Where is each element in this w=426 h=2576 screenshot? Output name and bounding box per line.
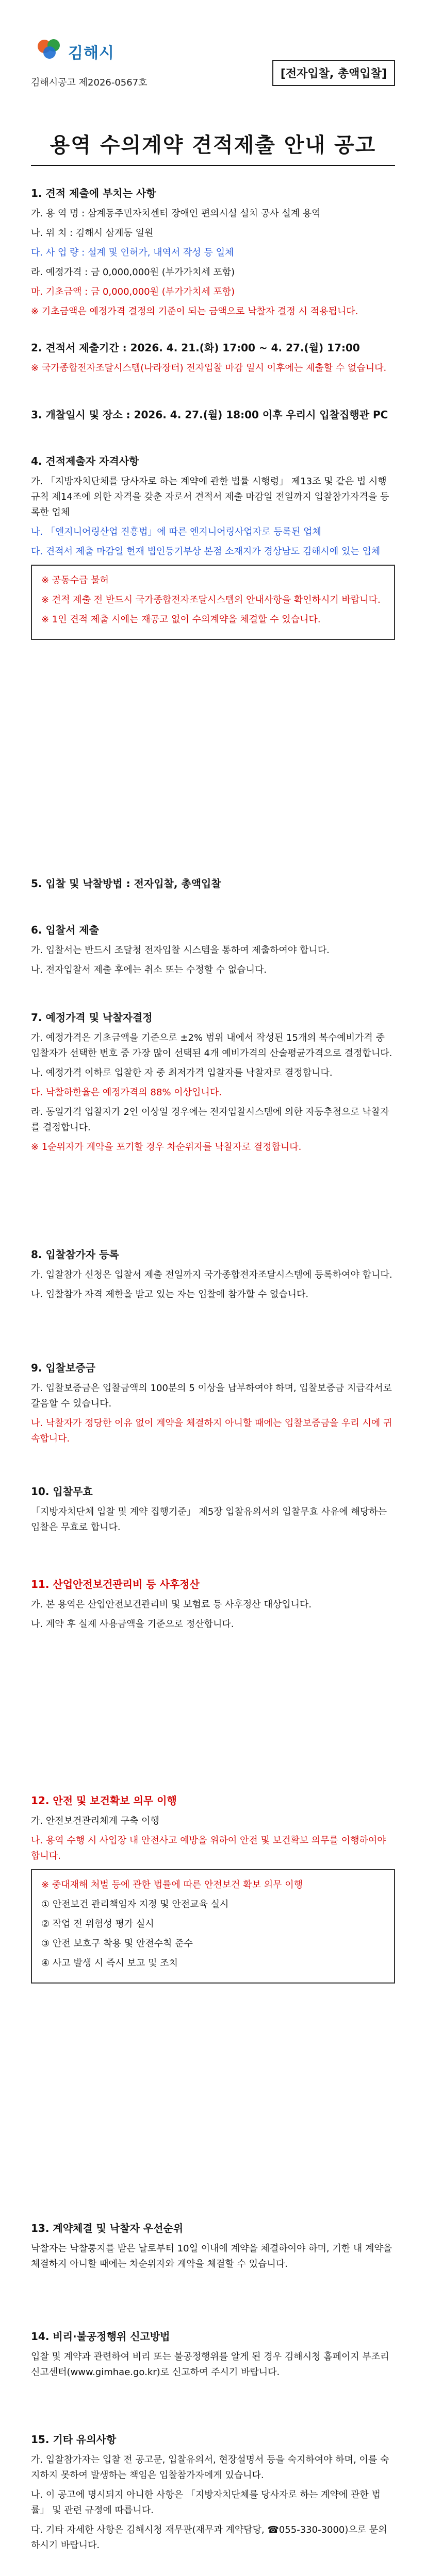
section-1-line-5: 마. 기초금액 : 금 0,000,000원 (부가가치세 포함) xyxy=(31,286,235,297)
section-7-line-1: 가. 예정가격은 기초금액을 기준으로 ±2% 범위 내에서 작성된 15개의 복수예비가격 중 입찰자가 선택한 번호 중 가장 많이 선택된 4개 예비가격의 산술평균가격으로 결정합니다. xyxy=(31,1032,392,1059)
section-8-heading: 8. 입찰참가자 등록 xyxy=(31,1248,119,1261)
section-6-heading: 6. 입찰서 제출 xyxy=(31,924,100,936)
section-6-line-2: 나. 전자입찰서 제출 후에는 취소 또는 수정할 수 없습니다. xyxy=(31,964,267,975)
section-1-line-3: 다. 사 업 량 : 설계 및 인허가, 내역서 작성 등 일체 xyxy=(31,247,234,258)
city-emblem-icon xyxy=(36,36,64,62)
section-2-line-1: ※ 국가종합전자조달시스템(나라장터) 전자입찰 마감 일시 이후에는 제출할 수 없습니다. xyxy=(31,363,387,374)
section-15-line-1: 가. 입찰참가자는 입찰 전 공고문, 입찰유의서, 현장설명서 등을 숙지하여야 하며, 이를 숙지하지 못하여 발생하는 책임은 입찰참가자에게 있습니다. xyxy=(31,2454,389,2481)
section-13-heading: 13. 계약체결 및 낙찰자 우선순위 xyxy=(31,2222,184,2234)
section-12-box-line-1: ※ 중대재해 처벌 등에 관한 법률에 따른 안전보건 확보 의무 이행 xyxy=(41,1879,303,1890)
section-10-heading: 10. 입찰무효 xyxy=(31,1485,93,1498)
section-10 xyxy=(31,1484,395,1539)
section-7-line-5: ※ 1순위자가 계약을 포기할 경우 차순위자를 낙찰자로 결정합니다. xyxy=(31,1142,302,1153)
section-6 xyxy=(31,922,395,982)
section-7-line-4: 라. 동일가격 입찰자가 2인 이상일 경우에는 전자입찰시스템에 의한 자동추첨으로 낙찰자를 결정합니다. xyxy=(31,1107,389,1133)
document-number: 김해시공고 제2026-0567호 xyxy=(31,77,148,88)
section-12-safety-box xyxy=(31,1869,395,1984)
section-4-line-1: 가. 「지방자치단체를 당사자로 하는 계약에 관한 법률 시행령」 제13조 및 같은 법 시행규칙 제14조에 의한 자격을 갖춘 자로서 견적서 제출 마감일 전일까지 입찰참가자격을 등록한 업체 xyxy=(31,476,389,518)
section-10-line-1: 「지방자치단체 입찰 및 계약 집행기준」 제5장 입찰유의서의 입찰무효 사유에 해당하는 입찰은 무효로 합니다. xyxy=(31,1506,387,1533)
section-13-line-1: 낙찰자는 낙찰통지를 받은 날로부터 10일 이내에 계약을 체결하여야 하며, 기한 내 계약을 체결하지 아니할 때에는 차순위자와 계약을 체결할 수 있습니다. xyxy=(31,2243,392,2269)
section-4 xyxy=(31,453,395,640)
section-9-heading: 9. 입찰보증금 xyxy=(31,1362,96,1374)
section-9-line-2: 나. 낙찰자가 정당한 이유 없이 계약을 체결하지 아니할 때에는 입찰보증금을 우리 시에 귀속합니다. xyxy=(31,1418,392,1444)
section-12-box-line-5: ④ 사고 발생 시 즉시 보고 및 조치 xyxy=(41,1958,178,1969)
section-14-line-1: 입찰 및 계약과 관련하여 비리 또는 불공정행위를 알게 된 경우 김해시청 홈페이지 부조리 신고센터(www.gimhae.go.kr)로 신고하여 주시기 바랍니다. xyxy=(31,2351,389,2378)
section-7-line-3: 다. 낙찰하한율은 예정가격의 88% 이상입니다. xyxy=(31,1087,222,1098)
section-1-line-1: 가. 용 역 명 : 삼계동주민자치센터 장애인 편의시설 설치 공사 설계 용역 xyxy=(31,208,321,219)
gimhae-logo xyxy=(31,31,165,67)
section-11-line-1: 가. 본 용역은 산업안전보건관리비 및 보험료 등 사후정산 대상입니다. xyxy=(31,1599,312,1610)
section-5-heading: 5. 입찰 및 낙찰방법 : 전자입찰, 총액입찰 xyxy=(31,877,221,890)
section-3 xyxy=(31,407,395,428)
section-12-box-line-4: ③ 안전 보호구 착용 및 안전수칙 준수 xyxy=(41,1938,193,1949)
section-1-line-2: 나. 위 치 : 김해시 삼계동 일원 xyxy=(31,228,154,239)
title-divider xyxy=(31,165,395,166)
section-15-heading: 15. 기타 유의사항 xyxy=(31,2433,117,2446)
section-2 xyxy=(31,340,395,380)
section-8-line-1: 가. 입찰참가 신청은 입찰서 제출 전일까지 국가종합전자조달시스템에 등록하여야 합니다. xyxy=(31,1269,392,1280)
section-6-line-1: 가. 입찰서는 반드시 조달청 전자입찰 시스템을 통하여 제출하여야 합니다. xyxy=(31,945,330,956)
section-12-heading: 12. 안전 및 보건확보 의무 이행 xyxy=(31,1794,177,1807)
section-3-heading: 3. 개찰일시 및 장소 : 2026. 4. 27.(월) 18:00 이후 우리시 입찰집행관 PC xyxy=(31,409,388,421)
section-12 xyxy=(31,1793,395,1984)
section-11-line-2: 나. 계약 후 실제 사용금액을 기준으로 정산합니다. xyxy=(31,1619,234,1630)
section-14-heading: 14. 비리·불공정행위 신고방법 xyxy=(31,2330,170,2343)
section-15 xyxy=(31,2432,395,2557)
section-4-box-line-1: ※ 공동수급 불허 xyxy=(41,575,109,586)
section-4-box-line-3: ※ 1인 견적 제출 시에는 재공고 없이 수의계약을 체결할 수 있습니다. xyxy=(41,614,321,625)
section-7-heading: 7. 예정가격 및 낙찰자결정 xyxy=(31,1011,153,1024)
section-9 xyxy=(31,1360,395,1451)
section-4-line-3: 다. 견적서 제출 마감일 현재 법인등기부상 본점 소재지가 경상남도 김해시에 있는 업체 xyxy=(31,546,381,557)
section-7 xyxy=(31,1010,395,1159)
section-4-box-line-2: ※ 견적 제출 전 반드시 국가종합전자조달시스템의 안내사항을 확인하시기 바랍니다. xyxy=(41,595,381,605)
section-13 xyxy=(31,2221,395,2276)
section-12-box-line-3: ② 작업 전 위험성 평가 실시 xyxy=(41,1919,154,1929)
section-5 xyxy=(31,876,395,896)
section-14 xyxy=(31,2329,395,2384)
section-7-line-2: 나. 예정가격 이하로 입찰한 자 중 최저가격 입찰자를 낙찰자로 결정합니다. xyxy=(31,1067,333,1078)
page-title: 용역 수의계약 견적제출 안내 공고 xyxy=(50,133,376,157)
section-15-line-2: 나. 이 공고에 명시되지 아니한 사항은 「지방자치단체를 당사자로 하는 계약에 관한 법률」 및 관련 규정에 따릅니다. xyxy=(31,2489,381,2516)
section-1-line-6: ※ 기초금액은 예정가격 결정의 기준이 되는 금액으로 낙찰자 결정 시 적용됩니다. xyxy=(31,306,358,317)
section-11-heading: 11. 산업안전보건관리비 등 사후정산 xyxy=(31,1578,200,1590)
section-4-heading: 4. 견적제출자 자격사항 xyxy=(31,455,139,467)
header xyxy=(31,31,395,93)
section-2-heading: 2. 견적서 제출기간 : 2026. 4. 21.(화) 17:00 ~ 4. 27.(월) 17:00 xyxy=(31,342,360,354)
section-9-line-1: 가. 입찰보증금은 입찰금액의 100분의 5 이상을 납부하여야 하며, 입찰보증금 지급각서로 갈음할 수 있습니다. xyxy=(31,1383,392,1409)
bidding-type-badge: [전자입찰, 총액입찰] xyxy=(272,60,395,86)
logo-text: 김해시 xyxy=(68,44,114,62)
section-8 xyxy=(31,1247,395,1307)
section-1-line-4: 라. 예정가격 : 금 0,000,000원 (부가가치세 포함) xyxy=(31,267,235,278)
section-12-line-2: 나. 용역 수행 시 사업장 내 안전사고 예방을 위하여 안전 및 보건확보 의무를 이행하여야 합니다. xyxy=(31,1835,386,1861)
section-1-heading: 1. 견적 제출에 부치는 사항 xyxy=(31,187,156,199)
section-4-notice-box xyxy=(31,565,395,640)
section-1 xyxy=(31,185,395,324)
section-11 xyxy=(31,1577,395,1636)
section-12-box-line-2: ① 안전보건 관리책임자 지정 및 안전교육 실시 xyxy=(41,1899,229,1910)
section-15-line-3: 다. 기타 자세한 사항은 김해시청 재무관(재무과 계약담당, ☎055-330-3000)으로 문의하시기 바랍니다. xyxy=(31,2524,387,2551)
section-8-line-2: 나. 입찰참가 자격 제한을 받고 있는 자는 입찰에 참가할 수 없습니다. xyxy=(31,1289,309,1300)
section-12-line-1: 가. 안전보건관리체계 구축 이행 xyxy=(31,1816,159,1826)
section-4-line-2: 나. 「엔지니어링산업 진흥법」에 따른 엔지니어링사업자로 등록된 업체 xyxy=(31,527,321,537)
